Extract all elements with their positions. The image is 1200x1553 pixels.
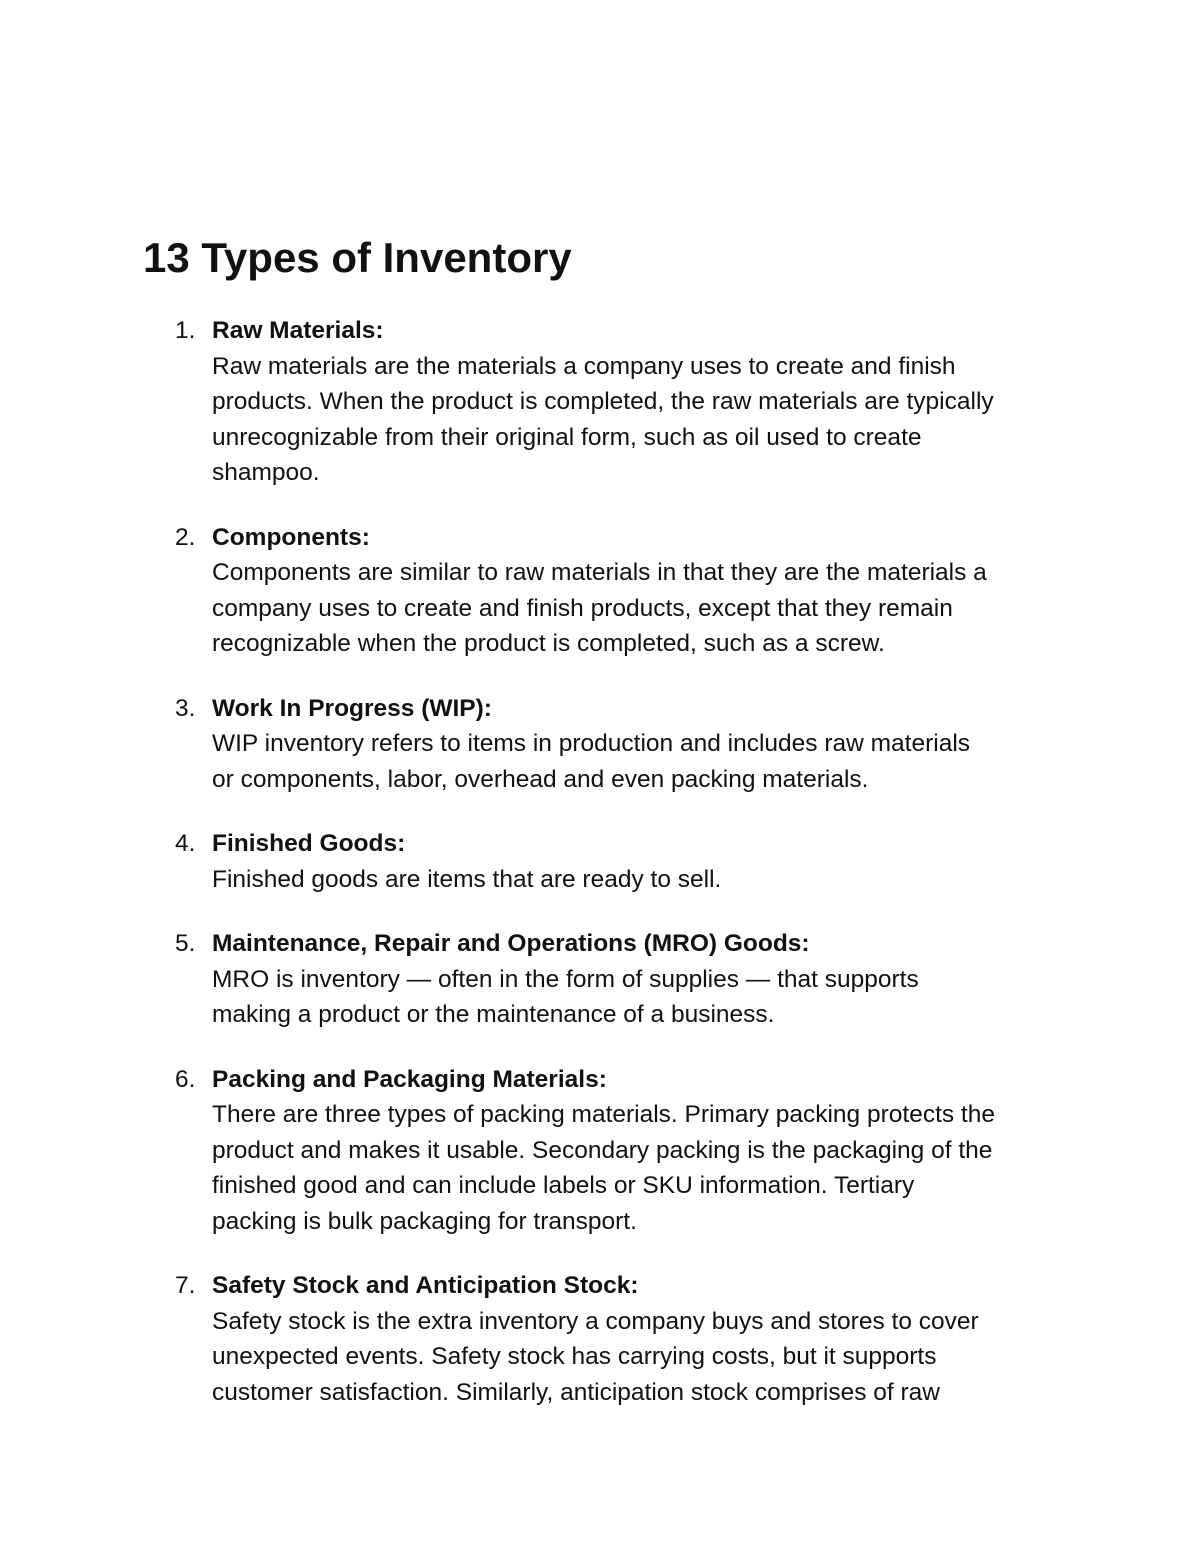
- item-number: 6.: [175, 1065, 196, 1093]
- item-number: 7.: [175, 1272, 196, 1299]
- item-description: Safety stock is the extra inventory a company buys and stores to cover unexpected events. Safety stock has carrying costs, but it supports customer satisfaction. Similarly, anticipation stock comprises of raw: [212, 1307, 979, 1406]
- item-description: MRO is inventory — often in the form of supplies — that supports making a product or the maintenance of a business.: [212, 965, 919, 1028]
- item-number: 1.: [175, 317, 196, 344]
- item-description: There are three types of packing materials. Primary packing protects the product and makes it usable. Secondary packing is the packaging of the finished good and can include labels or SKU information. Tertiary packing is bulk packaging for transport.: [212, 1101, 995, 1235]
- item-description: Raw materials are the materials a company uses to create and finish products. When the product is completed, the raw materials are typically unrecognizable from their original form, such as oil used to create shampoo.: [212, 352, 994, 486]
- list-item: [175, 520, 1092, 662]
- list-item: [175, 313, 1092, 491]
- item-number: 2.: [175, 523, 196, 551]
- item-heading: Work In Progress (WIP):: [212, 694, 492, 722]
- item-heading: Safety Stock and Anticipation Stock:: [212, 1272, 639, 1299]
- list-item: [175, 826, 1092, 897]
- list-item: [175, 1268, 1092, 1410]
- item-heading: Packing and Packaging Materials:: [212, 1065, 607, 1093]
- item-heading: Raw Materials:: [212, 317, 384, 344]
- item-description: WIP inventory refers to items in production and includes raw materials or components, labor, overhead and even packing materials.: [212, 730, 971, 793]
- item-number: 4.: [175, 830, 196, 857]
- list-item: [175, 1062, 1092, 1240]
- inventory-types-list: [175, 313, 1092, 1439]
- item-number: 3.: [175, 694, 196, 722]
- item-number: 5.: [175, 930, 196, 957]
- item-description: Finished goods are items that are ready to sell.: [212, 865, 722, 893]
- list-item: [175, 691, 1092, 798]
- item-heading: Finished Goods:: [212, 830, 406, 857]
- page-title: 13 Types of Inventory: [143, 234, 572, 281]
- item-heading: Components:: [212, 523, 370, 551]
- item-heading: Maintenance, Repair and Operations (MRO) Goods:: [212, 930, 810, 957]
- item-description: Components are similar to raw materials in that they are the materials a company uses to create and finish products, except that they remain recognizable when the product is completed, such as a screw.: [212, 559, 987, 657]
- list-item: [175, 926, 1092, 1033]
